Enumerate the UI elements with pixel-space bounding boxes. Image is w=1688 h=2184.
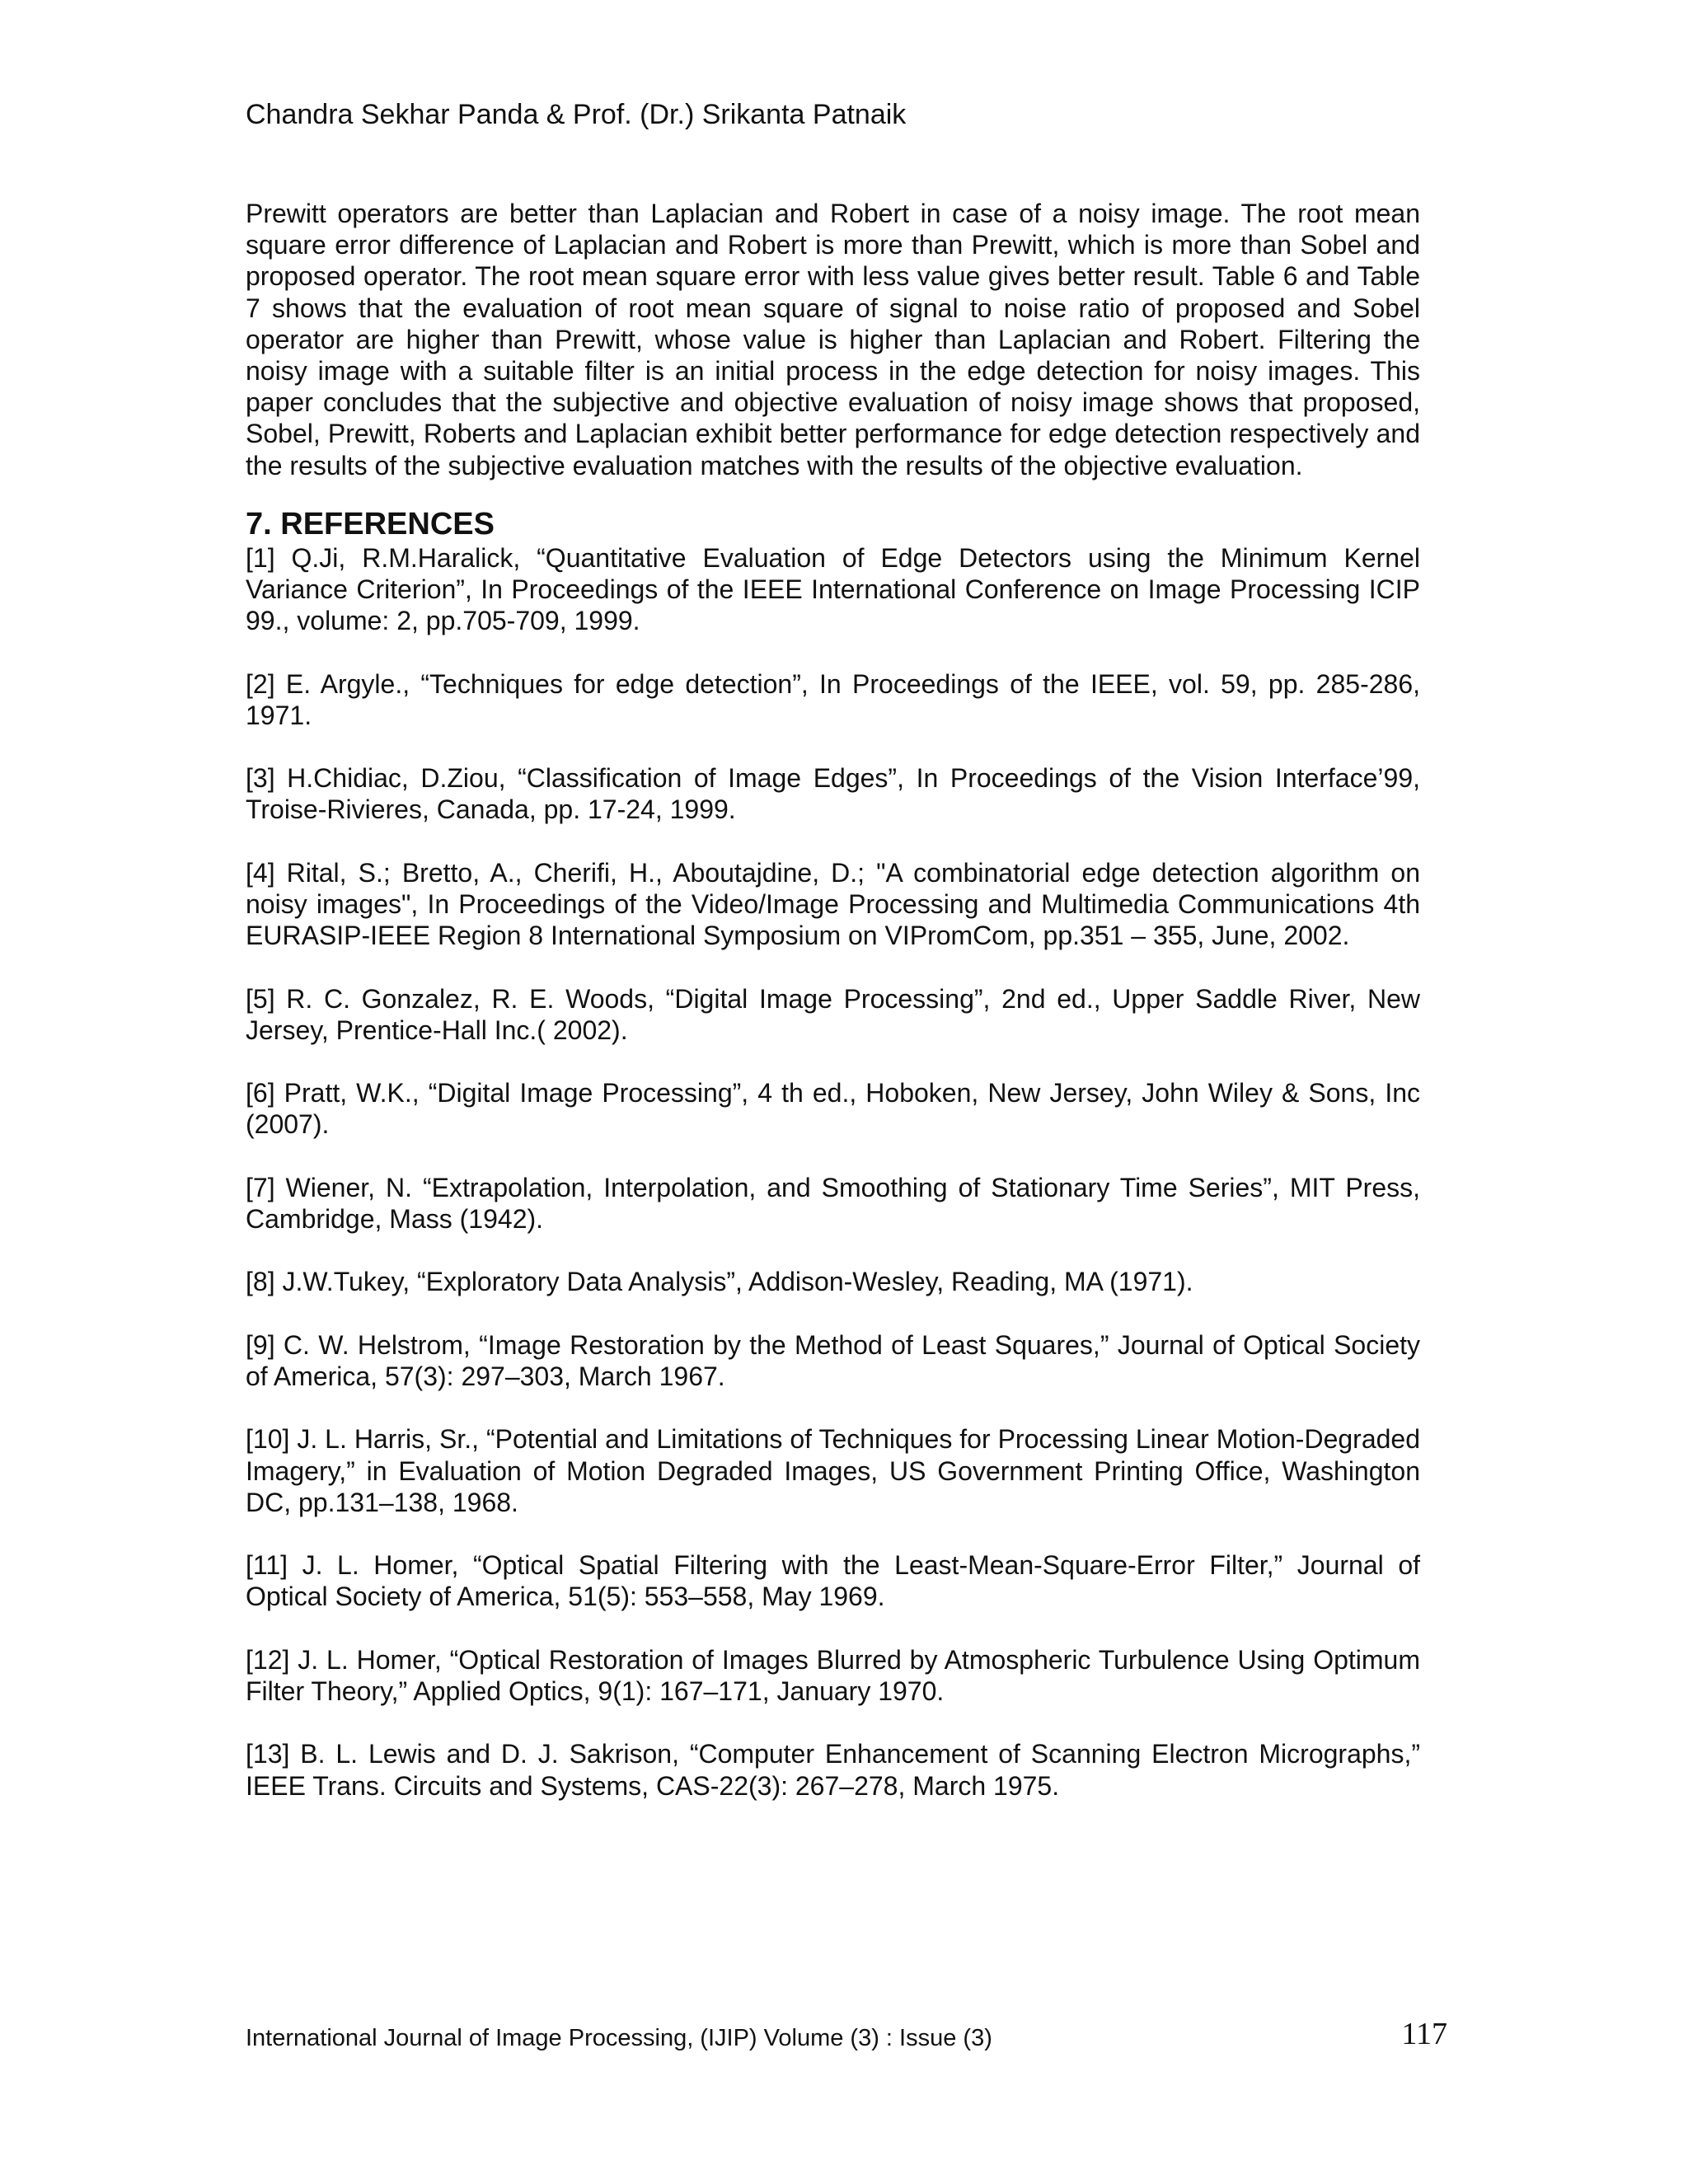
- reference-item-10: [10] J. L. Harris, Sr., “Potential and Limitations of Techniques for Processing Linear Motion-Degraded Imagery,” in Evaluation of Motion Degraded Images, US Government Printing Office, Washington DC, pp.131–138, 1968.: [246, 1424, 1420, 1517]
- reference-item-2: [2] E. Argyle., “Techniques for edge detection”, In Proceedings of the IEEE, vol. 59, pp. 285-286, 1971.: [246, 668, 1420, 730]
- reference-item-8: [8] J.W.Tukey, “Exploratory Data Analysis”, Addison-Wesley, Reading, MA (1971).: [246, 1267, 1193, 1297]
- reference-item-13: [13] B. L. Lewis and D. J. Sakrison, “Computer Enhancement of Scanning Electron Micrographs,” IEEE Trans. Circuits and Systems, CAS-22(3): 267–278, March 1975.: [246, 1739, 1420, 1801]
- reference-item-9: [9] C. W. Helstrom, “Image Restoration by the Method of Least Squares,” Journal of Optical Society of America, 57(3): 297–303, March 1967.: [246, 1329, 1420, 1391]
- reference-item-4: [4] Rital, S.; Bretto, A., Cherifi, H., Aboutajdine, D.; "A combinatorial edge detection algorithm on noisy images", In Proceedings of the Video/Image Processing and Multimedia Communications 4th EURASIP-IEEE Region 8 International Symposium on VIPromCom, pp.351 – 355, June, 2002.: [246, 857, 1420, 951]
- reference-item-12: [12] J. L. Homer, “Optical Restoration of Images Blurred by Atmospheric Turbulence Using Optimum Filter Theory,” Applied Optics, 9(1): 167–171, January 1970.: [246, 1644, 1420, 1706]
- running-header-authors: Chandra Sekhar Panda & Prof. (Dr.) Srikanta Patnaik: [246, 99, 907, 130]
- references-list: [246, 542, 1420, 1802]
- references-heading: 7. REFERENCES: [246, 506, 495, 541]
- reference-item-5: [5] R. C. Gonzalez, R. E. Woods, “Digital Image Processing”, 2nd ed., Upper Saddle River, New Jersey, Prentice-Hall Inc.( 2002).: [246, 983, 1420, 1045]
- reference-item-1: [1] Q.Ji, R.M.Haralick, “Quantitative Evaluation of Edge Detectors using the Minimum Kernel Variance Criterion”, In Proceedings of the IEEE International Conference on Image Processing ICIP 99., volume: 2, pp.705-709, 1999.: [246, 542, 1420, 636]
- reference-item-11: [11] J. L. Homer, “Optical Spatial Filtering with the Least-Mean-Square-Error Filter,” Journal of Optical Society of America, 51(5): 553–558, May 1969.: [246, 1550, 1420, 1612]
- footer-page-number: 117: [1401, 2017, 1447, 2051]
- footer-journal-citation: International Journal of Image Processing, (IJIP) Volume (3) : Issue (3): [246, 2025, 992, 2051]
- reference-item-7: [7] Wiener, N. “Extrapolation, Interpolation, and Smoothing of Stationary Time Series”, MIT Press, Cambridge, Mass (1942).: [246, 1172, 1420, 1234]
- reference-item-6: [6] Pratt, W.K., “Digital Image Processing”, 4 th ed., Hoboken, New Jersey, John Wiley & Sons, Inc (2007).: [246, 1078, 1420, 1140]
- page-content: [246, 198, 1420, 1833]
- body-paragraph: Prewitt operators are better than Laplacian and Robert in case of a noisy image. The root mean square error difference of Laplacian and Robert is more than Prewitt, which is more than Sobel and proposed operator. The root mean square error with less value gives better result. Table 6 and Table 7 shows that the evaluation of root mean square of signal to noise ratio of proposed and Sobel operator are higher than Prewitt, whose value is higher than Laplacian and Robert. Filtering the noisy image with a suitable filter is an initial process in the edge detection for noisy images. This paper concludes that the subjective and objective evaluation of noisy image shows that proposed, Sobel, Prewitt, Roberts and Laplacian exhibit better performance for edge detection respectively and the results of the subjective evaluation matches with the results of the objective evaluation.: [246, 199, 1420, 480]
- reference-item-3: [3] H.Chidiac, D.Ziou, “Classification of Image Edges”, In Proceedings of the Vision Interface’99, Troise-Rivieres, Canada, pp. 17-24, 1999.: [246, 763, 1420, 825]
